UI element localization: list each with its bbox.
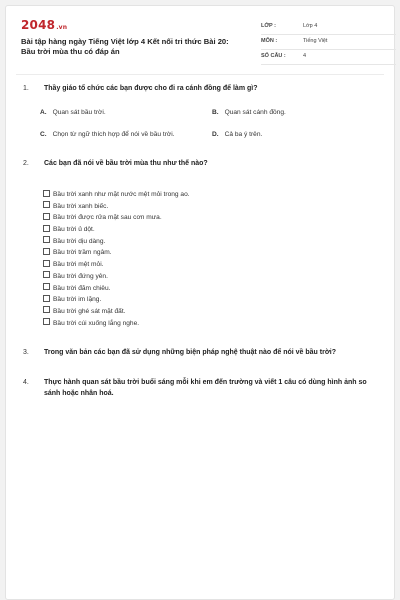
question-1 bbox=[23, 83, 383, 95]
checklist-item[interactable] bbox=[43, 201, 190, 213]
checklist-item-text: Bầu trời ủ dột. bbox=[53, 226, 95, 234]
checklist-item-text: Bầu trời trầm ngâm. bbox=[53, 249, 112, 257]
meta-label: LỚP : bbox=[261, 23, 276, 29]
question-2 bbox=[23, 158, 383, 170]
checkbox-icon[interactable] bbox=[43, 190, 50, 197]
checklist-item-text: Bầu trời dịu dàng. bbox=[53, 237, 106, 245]
worksheet-title: Bài tập hàng ngày Tiếng Việt lớp 4 Kết nối tri thức Bài 20: Bầu trời mùa thu có đáp án bbox=[21, 37, 229, 56]
meta-value: Lớp 4 bbox=[303, 23, 318, 29]
question-number: 3. bbox=[23, 349, 29, 356]
question-text: Các bạn đã nói về bầu trời mùa thu như thế nào? bbox=[44, 160, 208, 167]
checkbox-icon[interactable] bbox=[43, 283, 50, 290]
logo-domain: .vn bbox=[56, 24, 68, 31]
checklist-item-text: Bầu trời mệt mỏi. bbox=[53, 261, 104, 269]
logo-number: 2048 bbox=[21, 18, 56, 32]
worksheet-header bbox=[21, 18, 383, 66]
checklist-item-text: Bầu trời cúi xuống lắng nghe. bbox=[53, 319, 140, 327]
checkbox-icon[interactable] bbox=[43, 248, 50, 255]
site-logo[interactable] bbox=[21, 18, 67, 32]
checklist-item-text: Bầu trời xanh biếc. bbox=[53, 202, 109, 210]
checklist-item[interactable] bbox=[43, 294, 190, 306]
option-letter: D. bbox=[212, 131, 219, 138]
question-text: Thầy giáo tổ chức các bạn được cho đi ra cánh đồng để làm gì? bbox=[44, 85, 258, 92]
option-text: Quan sát cánh đồng. bbox=[224, 109, 286, 116]
checklist-item[interactable] bbox=[43, 271, 190, 283]
meta-label: SỐ CÂU : bbox=[261, 53, 286, 59]
checkbox-icon[interactable] bbox=[43, 318, 50, 325]
checkbox-icon[interactable] bbox=[43, 213, 50, 220]
checkbox-icon[interactable] bbox=[43, 295, 50, 302]
worksheet-page bbox=[5, 5, 395, 600]
question-number: 4. bbox=[23, 379, 29, 386]
option-text: Cả ba ý trên. bbox=[224, 131, 263, 138]
checklist-item[interactable] bbox=[43, 259, 190, 271]
meta-label: MÔN : bbox=[261, 38, 278, 44]
option-letter: C. bbox=[40, 131, 47, 138]
checklist-item-text: Bầu trời được rửa mặt sau cơn mưa. bbox=[53, 214, 162, 222]
checklist-item[interactable] bbox=[43, 318, 190, 330]
question-text: Trong văn bản các bạn đã sử dụng những biện pháp nghệ thuật nào để nói về bầu trời? bbox=[44, 349, 337, 356]
question-1-option-c[interactable] bbox=[40, 131, 175, 138]
meta-row-subject bbox=[261, 35, 396, 50]
meta-row-grade bbox=[261, 20, 396, 35]
checklist-item-text: Bầu trời đăm chiêu. bbox=[53, 284, 111, 292]
checkbox-icon[interactable] bbox=[43, 306, 50, 313]
checklist-item[interactable] bbox=[43, 283, 190, 295]
question-number: 2. bbox=[23, 160, 29, 167]
checklist-item-text: Bầu trời ghé sát mặt đất. bbox=[53, 307, 126, 315]
checkbox-icon[interactable] bbox=[43, 225, 50, 232]
checklist-item[interactable] bbox=[43, 236, 190, 248]
question-text: Thực hành quan sát bầu trời buổi sáng mỗi khi em đến trường và viết 1 câu có dùng hình ảnh so sánh hoặc nhân hoá. bbox=[44, 379, 367, 397]
option-letter: B. bbox=[212, 109, 219, 116]
checklist-item[interactable] bbox=[43, 224, 190, 236]
checklist-item[interactable] bbox=[43, 306, 190, 318]
worksheet-meta bbox=[261, 20, 396, 65]
checklist-item[interactable] bbox=[43, 189, 190, 201]
checkbox-icon[interactable] bbox=[43, 201, 50, 208]
option-text: Quan sát bầu trời. bbox=[52, 109, 106, 116]
checklist-item-text: Bầu trời im lặng. bbox=[53, 296, 102, 304]
question-3 bbox=[23, 347, 383, 359]
question-1-option-b[interactable] bbox=[212, 109, 286, 116]
question-4 bbox=[23, 377, 383, 401]
checkbox-icon[interactable] bbox=[43, 236, 50, 243]
checkbox-icon[interactable] bbox=[43, 260, 50, 267]
checklist-item-text: Bầu trời xanh như mặt nước mệt mỏi trong ao. bbox=[53, 191, 190, 198]
checklist-item[interactable] bbox=[43, 247, 190, 259]
question-1-option-a[interactable] bbox=[40, 109, 106, 116]
question-1-option-d[interactable] bbox=[212, 131, 262, 138]
question-2-checklist bbox=[43, 189, 190, 329]
question-number: 1. bbox=[23, 85, 29, 92]
meta-row-question-count bbox=[261, 50, 396, 65]
option-text: Chọn từ ngữ thích hợp để nói về bầu trời. bbox=[52, 131, 175, 138]
checkbox-icon[interactable] bbox=[43, 271, 50, 278]
checklist-item-text: Bầu trời đứng yên. bbox=[53, 272, 108, 280]
meta-value: 4 bbox=[303, 53, 307, 59]
checklist-item[interactable] bbox=[43, 212, 190, 224]
header-divider bbox=[16, 74, 384, 75]
option-letter: A. bbox=[40, 109, 47, 116]
meta-value: Tiếng Việt bbox=[303, 38, 328, 44]
